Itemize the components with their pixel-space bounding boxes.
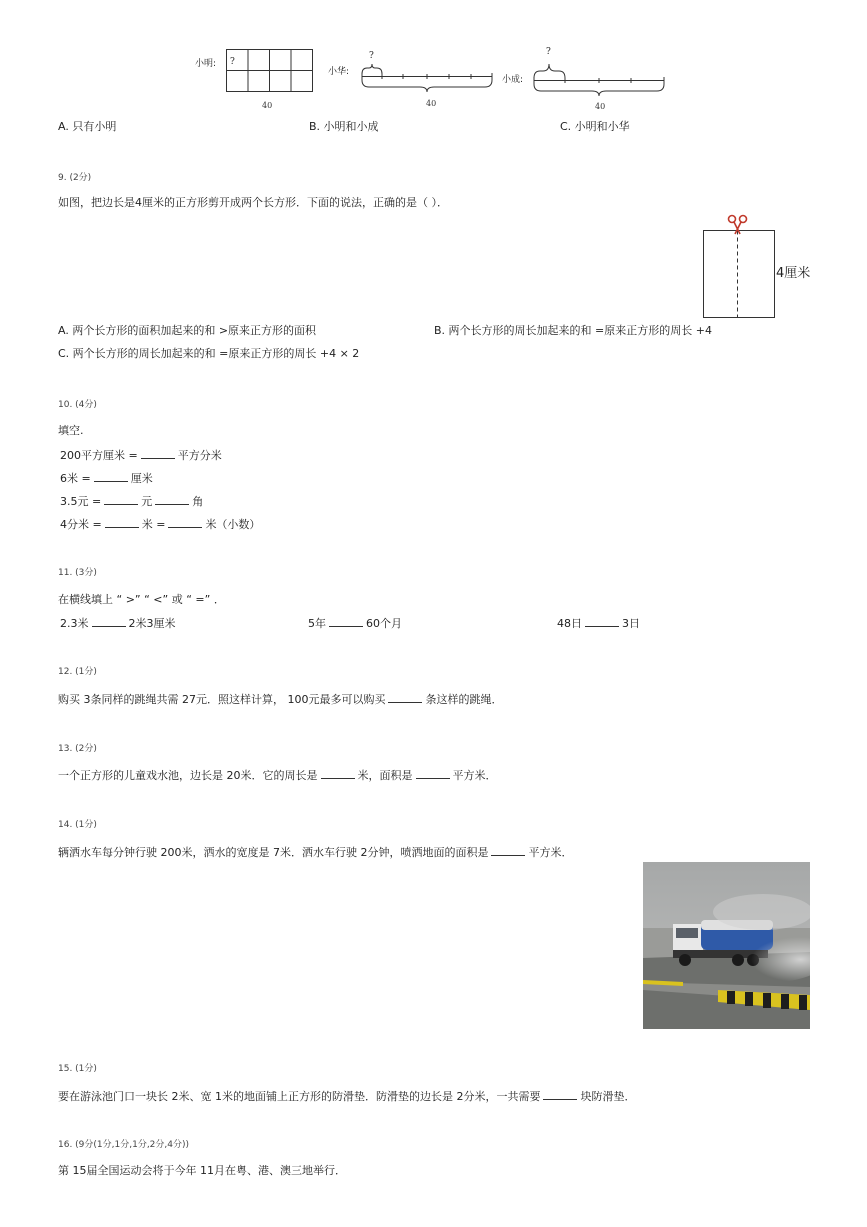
square-figure xyxy=(700,210,780,320)
q8-option-c[interactable]: C. 小明和小华 xyxy=(560,120,630,133)
q9-option-b[interactable]: B. 两个长方形的周长加起来的和 =原来正方形的周长 +4 xyxy=(434,324,712,337)
q11-i1-b: 2米3厘米 xyxy=(128,617,176,630)
q10-l2-b: 厘米 xyxy=(130,472,153,485)
cheng-line xyxy=(534,64,664,96)
q9-stem: 如图，把边长是4厘米的正方形剪开成两个长方形．下面的说法，正确的是（ ）． xyxy=(58,196,448,209)
q10-l4-c: 米（小数） xyxy=(205,518,261,531)
fig-ming-label: 小明: xyxy=(195,59,217,69)
q12-header: 12. (1分) xyxy=(58,667,97,677)
answer-blank[interactable] xyxy=(388,691,422,703)
q12-stem xyxy=(58,691,502,707)
answer-blank[interactable] xyxy=(321,767,355,779)
q10-l2-a: 6米 = xyxy=(60,472,91,485)
fig-hua-label: 小华: xyxy=(328,67,350,77)
q10-l3-a: 3.5元 = xyxy=(60,495,102,508)
q14-stem xyxy=(58,844,572,860)
cheng-q: ? xyxy=(546,47,551,57)
q10-l3-c: 角 xyxy=(192,495,204,508)
q10-stem: 填空. xyxy=(58,424,84,437)
answer-blank[interactable] xyxy=(585,615,619,627)
q11-i2-b: 60个月 xyxy=(366,617,402,630)
q13-header: 13. (2分) xyxy=(58,744,97,754)
q10-line3 xyxy=(60,493,203,509)
q11-i3-b: 3日 xyxy=(622,617,640,630)
answer-blank[interactable] xyxy=(329,615,363,627)
q11-header: 11. (3分) xyxy=(58,568,97,578)
bar-diagrams xyxy=(190,40,680,115)
q10-l3-b: 元 xyxy=(141,495,153,508)
q14-stem-b: 平方米． xyxy=(528,846,573,859)
q14-header: 14. (1分) xyxy=(58,820,97,830)
q8-figures xyxy=(190,40,680,115)
answer-blank[interactable] xyxy=(104,493,138,505)
q12-stem-b: 条这样的跳绳． xyxy=(425,693,503,706)
answer-blank[interactable] xyxy=(491,844,525,856)
q11-item1 xyxy=(60,615,176,631)
q13-stem-b: 米，面积是 xyxy=(357,769,413,782)
answer-blank[interactable] xyxy=(155,493,189,505)
q8-option-a[interactable]: A. 只有小明 xyxy=(58,120,117,133)
answer-blank[interactable] xyxy=(92,615,126,627)
q13-stem xyxy=(58,767,497,783)
q13-stem-a: 一个正方形的儿童戏水池，边长是 20米．它的周长是 xyxy=(58,769,318,782)
ming-num: 40 xyxy=(262,101,273,110)
q12-stem-a: 购买 3条同样的跳绳共需 27元．照这样计算， 100元最多可以购买 xyxy=(58,693,386,706)
q9-header: 9. (2分) xyxy=(58,173,92,183)
q9-option-a[interactable]: A. 两个长方形的面积加起来的和 >原来正方形的面积 xyxy=(58,324,317,337)
q15-stem xyxy=(58,1088,635,1104)
answer-blank[interactable] xyxy=(105,516,139,528)
q14-stem-a: 辆洒水车每分钟行驶 200米，洒水的宽度是 7米．洒水车行驶 2分钟，喷洒地面的面积是 xyxy=(58,846,489,859)
answer-blank[interactable] xyxy=(141,447,175,459)
q11-i3-a: 48日 xyxy=(557,617,582,630)
sprinkler-truck-photo xyxy=(643,862,810,1029)
hua-num: 40 xyxy=(426,99,437,108)
answer-blank[interactable] xyxy=(94,470,128,482)
q10-l1-a: 200平方厘米 = xyxy=(60,449,138,462)
hua-q: ? xyxy=(369,51,374,61)
q10-l4-b: 米 = xyxy=(141,518,166,531)
q10-l4-a: 4分米 = xyxy=(60,518,102,531)
answer-blank[interactable] xyxy=(168,516,202,528)
ming-q: ? xyxy=(230,57,235,67)
truck-image xyxy=(643,862,810,1029)
ming-grid xyxy=(227,50,313,92)
q10-l1-b: 平方分米 xyxy=(177,449,222,462)
fig-cheng-label: 小成: xyxy=(502,75,524,85)
q11-i2-a: 5年 xyxy=(308,617,326,630)
q11-stem: 在横线填上 “ >” “ <” 或 “ =” ． xyxy=(58,593,225,606)
cheng-num: 40 xyxy=(595,102,606,111)
answer-blank[interactable] xyxy=(543,1088,577,1100)
q16-header: 16. (9分(1分,1分,1分,2分,4分)) xyxy=(58,1140,190,1150)
q10-line2 xyxy=(60,470,153,486)
q15-header: 15. (1分) xyxy=(58,1064,97,1074)
q9-fig-label: 4厘米 xyxy=(776,266,811,281)
q9-option-c[interactable]: C. 两个长方形的周长加起来的和 =原来正方形的周长 +4 × 2 xyxy=(58,347,360,360)
q15-stem-a: 要在游泳池门口一块长 2米、宽 1米的地面铺上正方形的防滑垫．防滑垫的边长是 2分米，一共需要 xyxy=(58,1090,541,1103)
hua-line xyxy=(362,64,492,92)
q10-line4 xyxy=(60,516,260,532)
q11-item2 xyxy=(308,615,402,631)
q11-i1-a: 2.3米 xyxy=(60,617,89,630)
q15-stem-b: 块防滑垫． xyxy=(580,1090,636,1103)
q11-item3 xyxy=(557,615,640,631)
answer-blank[interactable] xyxy=(416,767,450,779)
q16-stem: 第 15届全国运动会将于今年 11月在粤、港、澳三地举行． xyxy=(58,1164,346,1177)
q10-line1 xyxy=(60,447,222,463)
q9-figure xyxy=(700,210,815,320)
q8-option-b[interactable]: B. 小明和小成 xyxy=(309,120,379,133)
q10-header: 10. (4分) xyxy=(58,400,97,410)
q13-stem-c: 平方米． xyxy=(452,769,497,782)
